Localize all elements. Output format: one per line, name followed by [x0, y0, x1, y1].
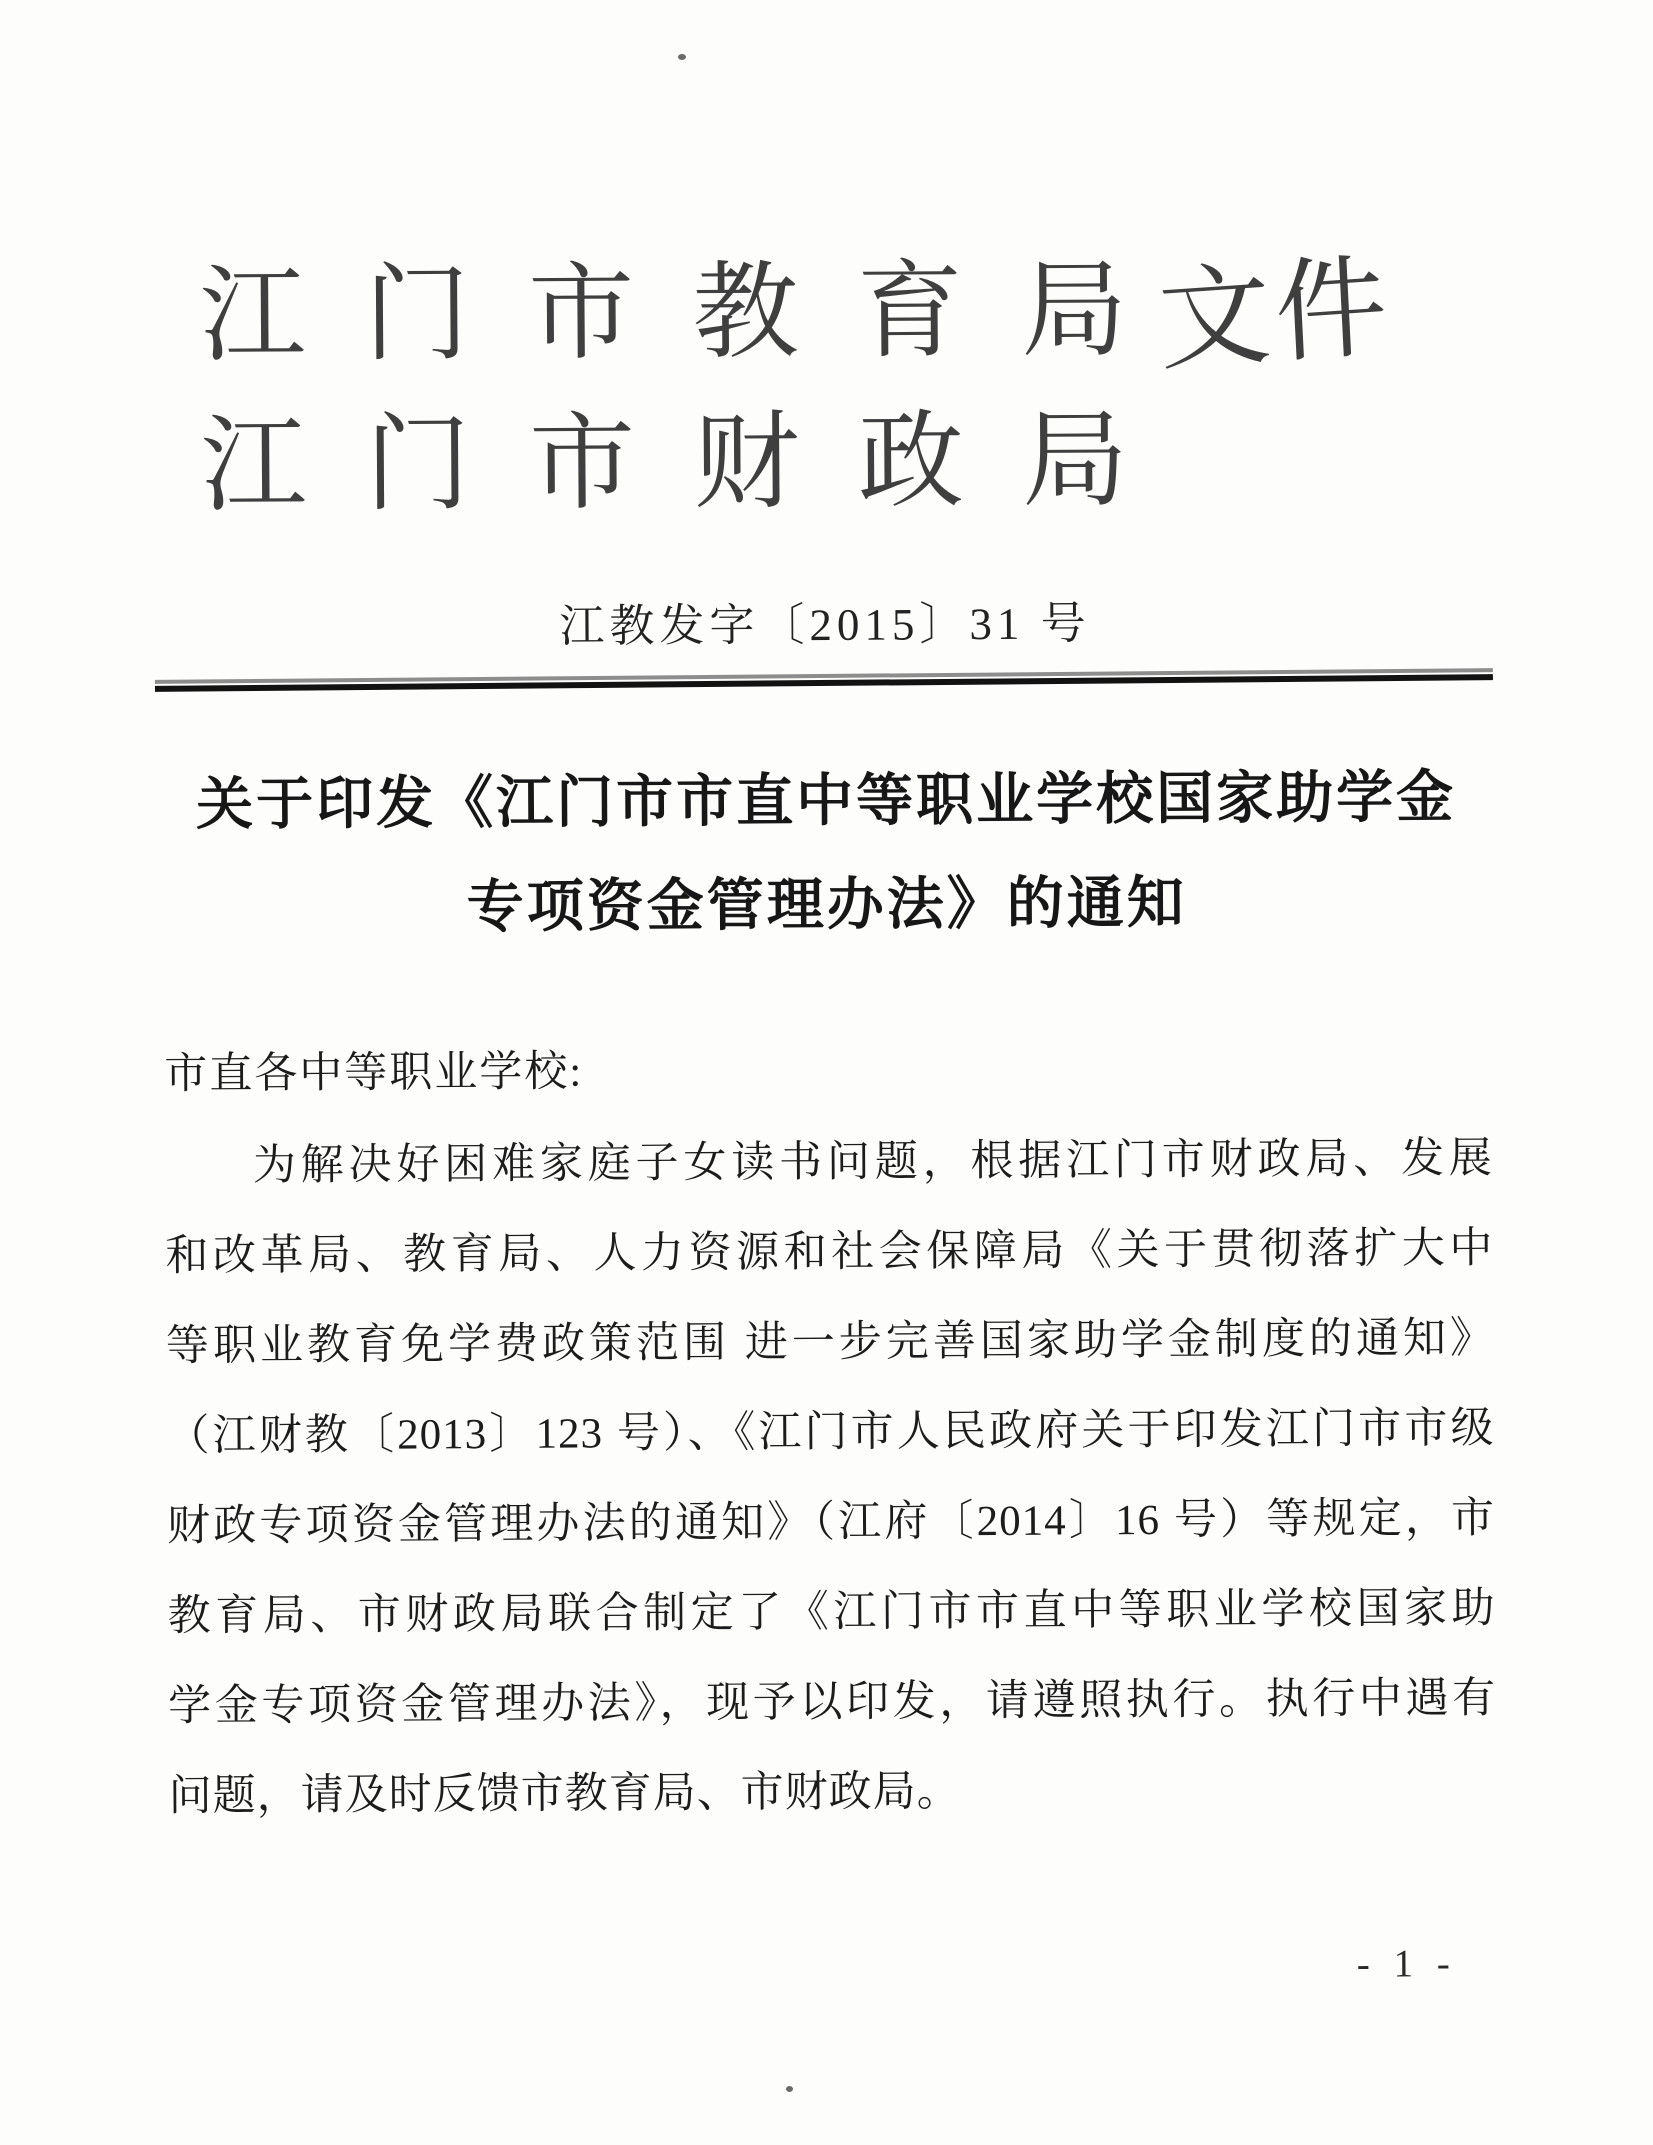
document-title-line1: 关于印发《江门市市直中等职业学校国家助学金 — [195, 766, 1457, 837]
letterhead — [199, 236, 1187, 542]
body-line: 问题，请及时反馈市教育局、市财政局。 — [168, 1768, 961, 1821]
salutation: 市直各中等职业学校: — [164, 1048, 584, 1099]
agency-name-finance-bureau: 江门市财政局 — [200, 401, 1187, 525]
document-title-line2: 专项资金管理办法》的通知 — [466, 871, 1187, 940]
scan-speck — [678, 54, 686, 60]
body-line: 教育局、市财政局联合制定了《江门市市直中等职业学校国家助 — [167, 1584, 1496, 1641]
body-line: 和改革局、教育局、人力资源和社会保障局《关于贯彻落扩大中 — [165, 1224, 1494, 1281]
body-paragraph — [165, 1114, 1497, 1842]
agency-name-education-bureau: 江门市教育局 — [199, 251, 1186, 375]
body-line: 为解决好困难家庭子女读书问题，根据江门市财政局、发展 — [252, 1134, 1493, 1190]
document-type-label: 文件 — [1155, 245, 1395, 385]
scan-speck — [786, 2086, 793, 2092]
body-line: 等职业教育免学费政策范围 进一步完善国家助学金制度的通知》 — [165, 1314, 1495, 1371]
body-line: 学金专项资金管理办法》，现予以印发，请遵照执行。执行中遇有 — [168, 1674, 1497, 1731]
body-line: 财政专项资金管理办法的通知》（江府〔2014〕16 号）等规定，市 — [166, 1494, 1496, 1551]
document-title — [0, 745, 1653, 963]
document-number: 江教发字〔2015〕31 号 — [559, 598, 1091, 652]
page-number: - 1 - — [1356, 1942, 1457, 1986]
body-line: （江财教〔2013〕123 号）、《江门市人民政府关于印发江门市市级 — [166, 1404, 1495, 1461]
letterhead-rule — [155, 668, 1493, 692]
